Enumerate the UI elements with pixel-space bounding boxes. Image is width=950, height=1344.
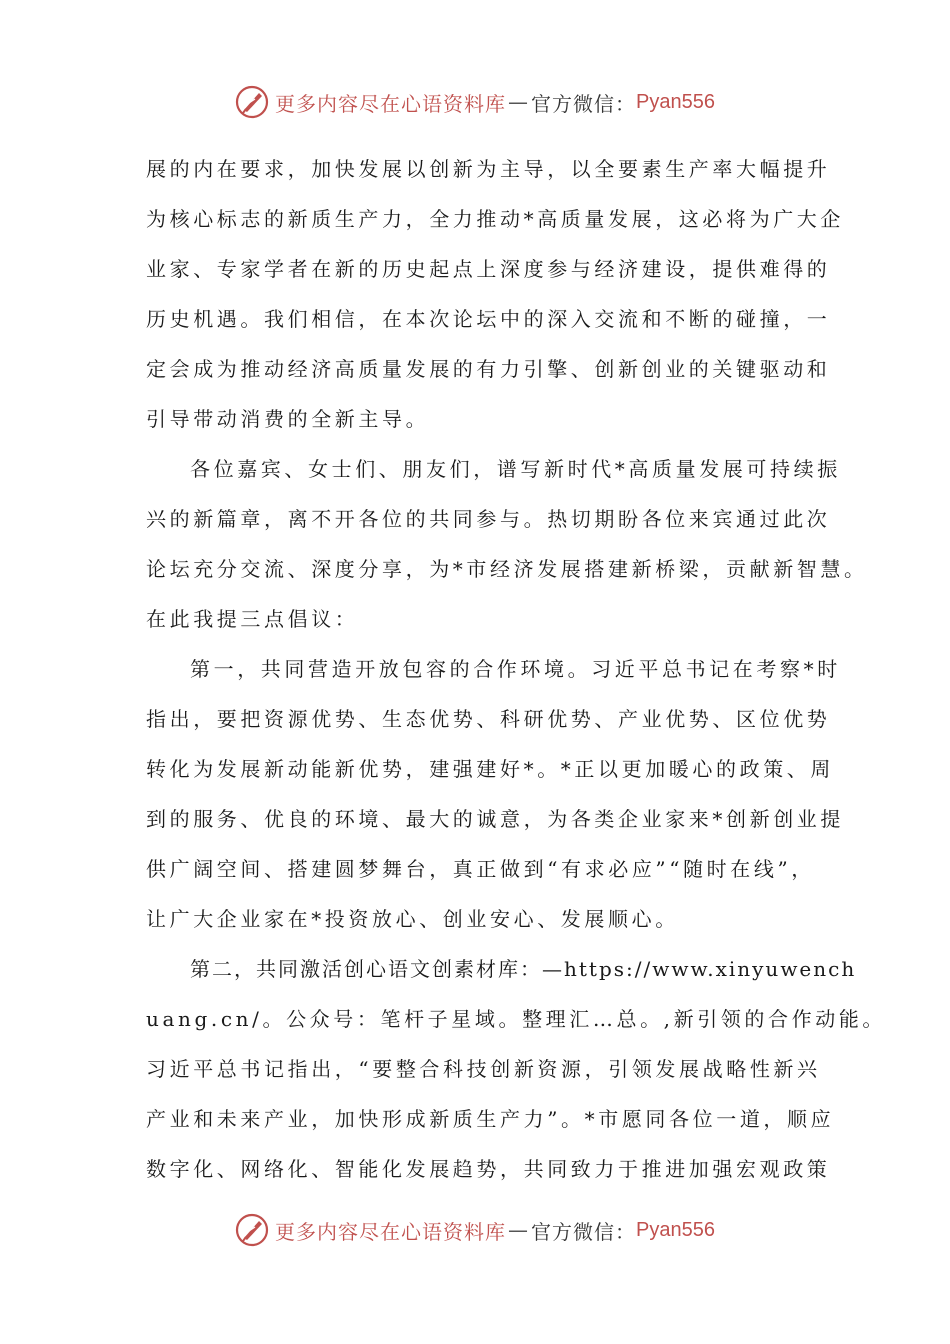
body-line: 各位嘉宾、女士们、朋友们，谱写新时代*高质量发展可持续振 [190, 457, 841, 481]
body-line: 定会成为推动经济高质量发展的有力引擎、创新创业的关键驱动和 [146, 357, 831, 381]
body-line: 展的内在要求，加快发展以创新为主导，以全要素生产率大幅提升 [146, 157, 831, 181]
body-line: 在此我提三点倡议： [146, 607, 359, 631]
body-line: 第一，共同营造开放包容的合作环境。习近平总书记在考察*时 [190, 657, 841, 681]
banner-brand-text: 更多内容尽在心语资料库 [275, 1219, 507, 1244]
body-line: 产业和未来产业，加快形成新质生产力”。*市愿同各位一道，顺应 [146, 1107, 835, 1131]
quill-logo-icon [235, 1213, 269, 1247]
body-line: 转化为发展新动能新优势，建强建好*。*正以更加暖心的政策、周 [146, 757, 834, 781]
body-line: 引导带动消费的全新主导。 [146, 407, 430, 431]
body-line: 论坛充分交流、深度分享，为*市经济发展搭建新桥梁，贡献新智慧。 [146, 557, 868, 581]
body-line: 历史机遇。我们相信，在本次论坛中的深入交流和不断的碰撞，一 [146, 307, 831, 331]
body-line: 第二，共同激活创心语文创素材库：—https://www.xinyuwench [190, 957, 857, 981]
banner-brand-text: 更多内容尽在心语资料库 [275, 91, 507, 116]
quill-logo-icon [235, 85, 269, 119]
footer-banner [0, 1208, 950, 1252]
document-body [146, 144, 887, 1194]
body-line: 兴的新篇章，离不开各位的共同参与。热切期盼各位来宾通过此次 [146, 507, 831, 531]
banner-dash: — [508, 90, 530, 114]
banner-wechat-id: Pyan556 [636, 90, 715, 113]
banner-wechat-label: 官方微信： [531, 91, 637, 116]
body-line: 习近平总书记指出，“要整合科技创新资源，引领发展战略性新兴 [146, 1057, 821, 1081]
body-line: 为核心标志的新质生产力，全力推动*高质量发展，这必将为广大企 [146, 207, 844, 231]
banner-wechat-id: Pyan556 [636, 1218, 715, 1241]
banner-wechat-label: 官方微信： [531, 1219, 637, 1244]
header-banner [0, 80, 950, 124]
body-line: 数字化、网络化、智能化发展趋势，共同致力于推进加强宏观政策 [146, 1157, 831, 1181]
body-line: 供广阔空间、搭建圆梦舞台，真正做到“有求必应”“随时在线”， [146, 857, 815, 881]
body-line: 业家、专家学者在新的历史起点上深度参与经济建设，提供难得的 [146, 257, 831, 281]
banner-dash: — [508, 1218, 530, 1242]
body-line: 到的服务、优良的环境、最大的诚意，为各类企业家来*创新创业提 [146, 807, 844, 831]
body-line: 指出，要把资源优势、生态优势、科研优势、产业优势、区位优势 [146, 707, 831, 731]
body-line: 让广大企业家在*投资放心、创业安心、发展顺心。 [146, 907, 679, 931]
body-line: uang.cn/。公众号：笔杆子星域。整理汇…总。,新引领的合作动能。 [146, 1007, 887, 1031]
